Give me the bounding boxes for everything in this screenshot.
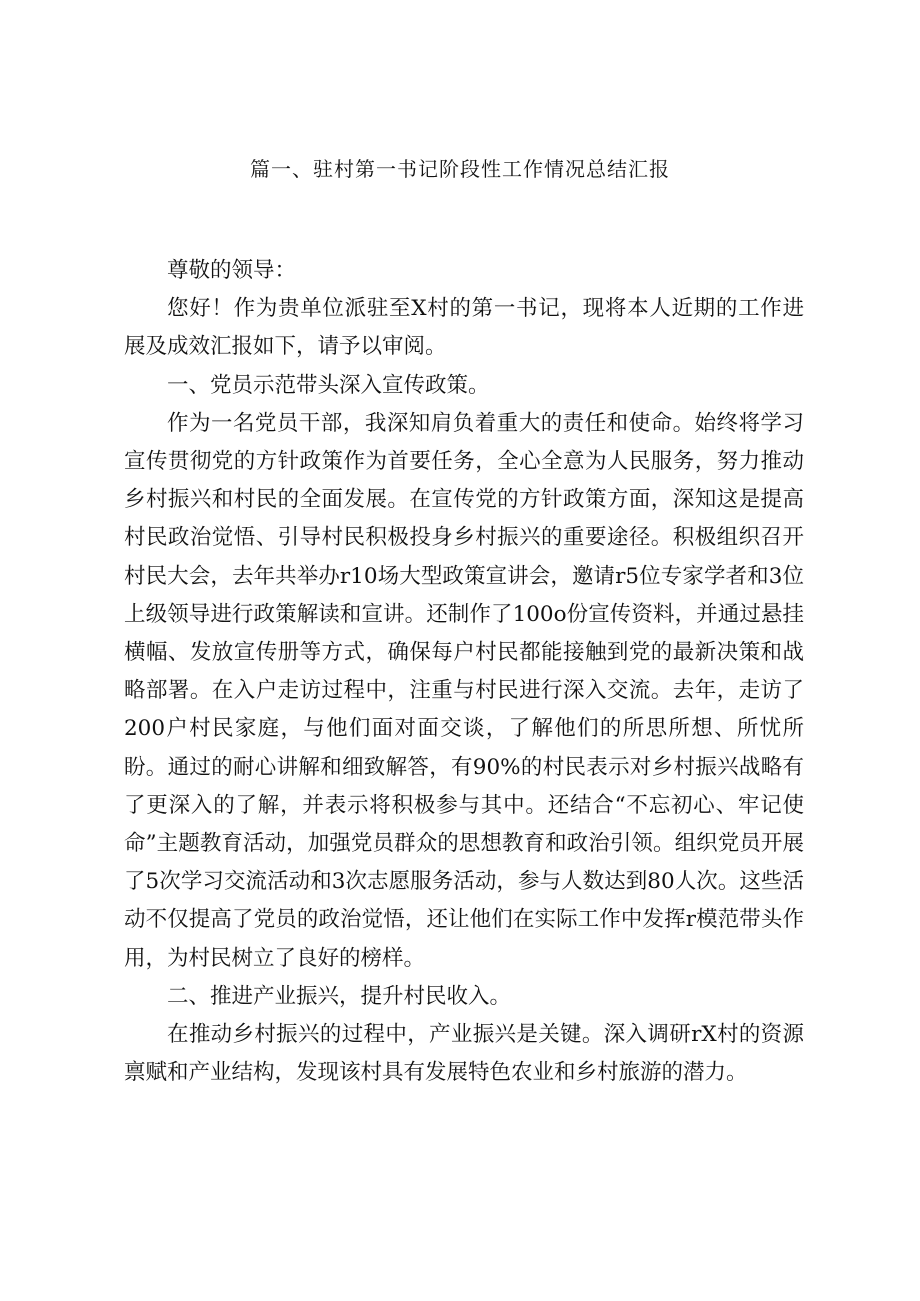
document-title: 篇一、驻村第一书记阶段性工作情况总结汇报 [250, 157, 670, 181]
salutation: 尊敬的领导： [167, 258, 297, 283]
section-heading-2: 二、推进产业振兴，提升村民收入。 [167, 983, 512, 1009]
document-body [124, 252, 804, 1092]
section-1-paragraph: 作为一名党员干部，我深知肩负着重大的责任和使命。始终将学习宣传贯彻党的方针政策作为首要任务，全心全意为人民服务，努力推动乡村振兴和村民的全面发展。在宣传党的方针政策方面，深知这是提高村民政治觉悟、引导村民积极投身乡村振兴的重要途径。积极组织召开村民大会，去年共举办r10场大型政策宣讲会，邀请r5位专家学者和3位上级领导进行政策解读和宣讲。还制作了100o份宣传资料，并通过悬挂横幅、发放宣传册等方式，确保每户村民都能接触到党的最新决策和战略部署。在入户走访过程中，注重与村民进行深入交流。去年，走访了200户村民家庭，与他们面对面交谈，了解他们的所思所想、所忧所盼。通过的耐心讲解和细致解答，有90%的村民表示对乡村振兴战略有了更深入的了解，并表示将积极参与其中。还结合“不忘初心、牢记使命”主题教育活动，加强党员群众的思想教育和政治引领。组织党员开展了5次学习交流活动和3次志愿服务活动，参与人数达到80人次。这些活动不仅提高了党员的政治觉悟，还让他们在实际工作中发挥r模范带头作用，为村民树立了良好的榜样。 [124, 410, 804, 971]
section-2-paragraph: 在推动乡村振兴的过程中，产业振兴是关键。深入调研rX村的资源禀赋和产业结构，发现该村具有发展特色农业和乡村旅游的潜力。 [124, 1022, 804, 1086]
section-heading-1: 一、党员示范带头深入宣传政策。 [167, 372, 490, 398]
intro-paragraph: 您好！作为贵单位派驻至X村的第一书记，现将本人近期的工作进展及成效汇报如下，请予以审阅。 [124, 296, 804, 360]
